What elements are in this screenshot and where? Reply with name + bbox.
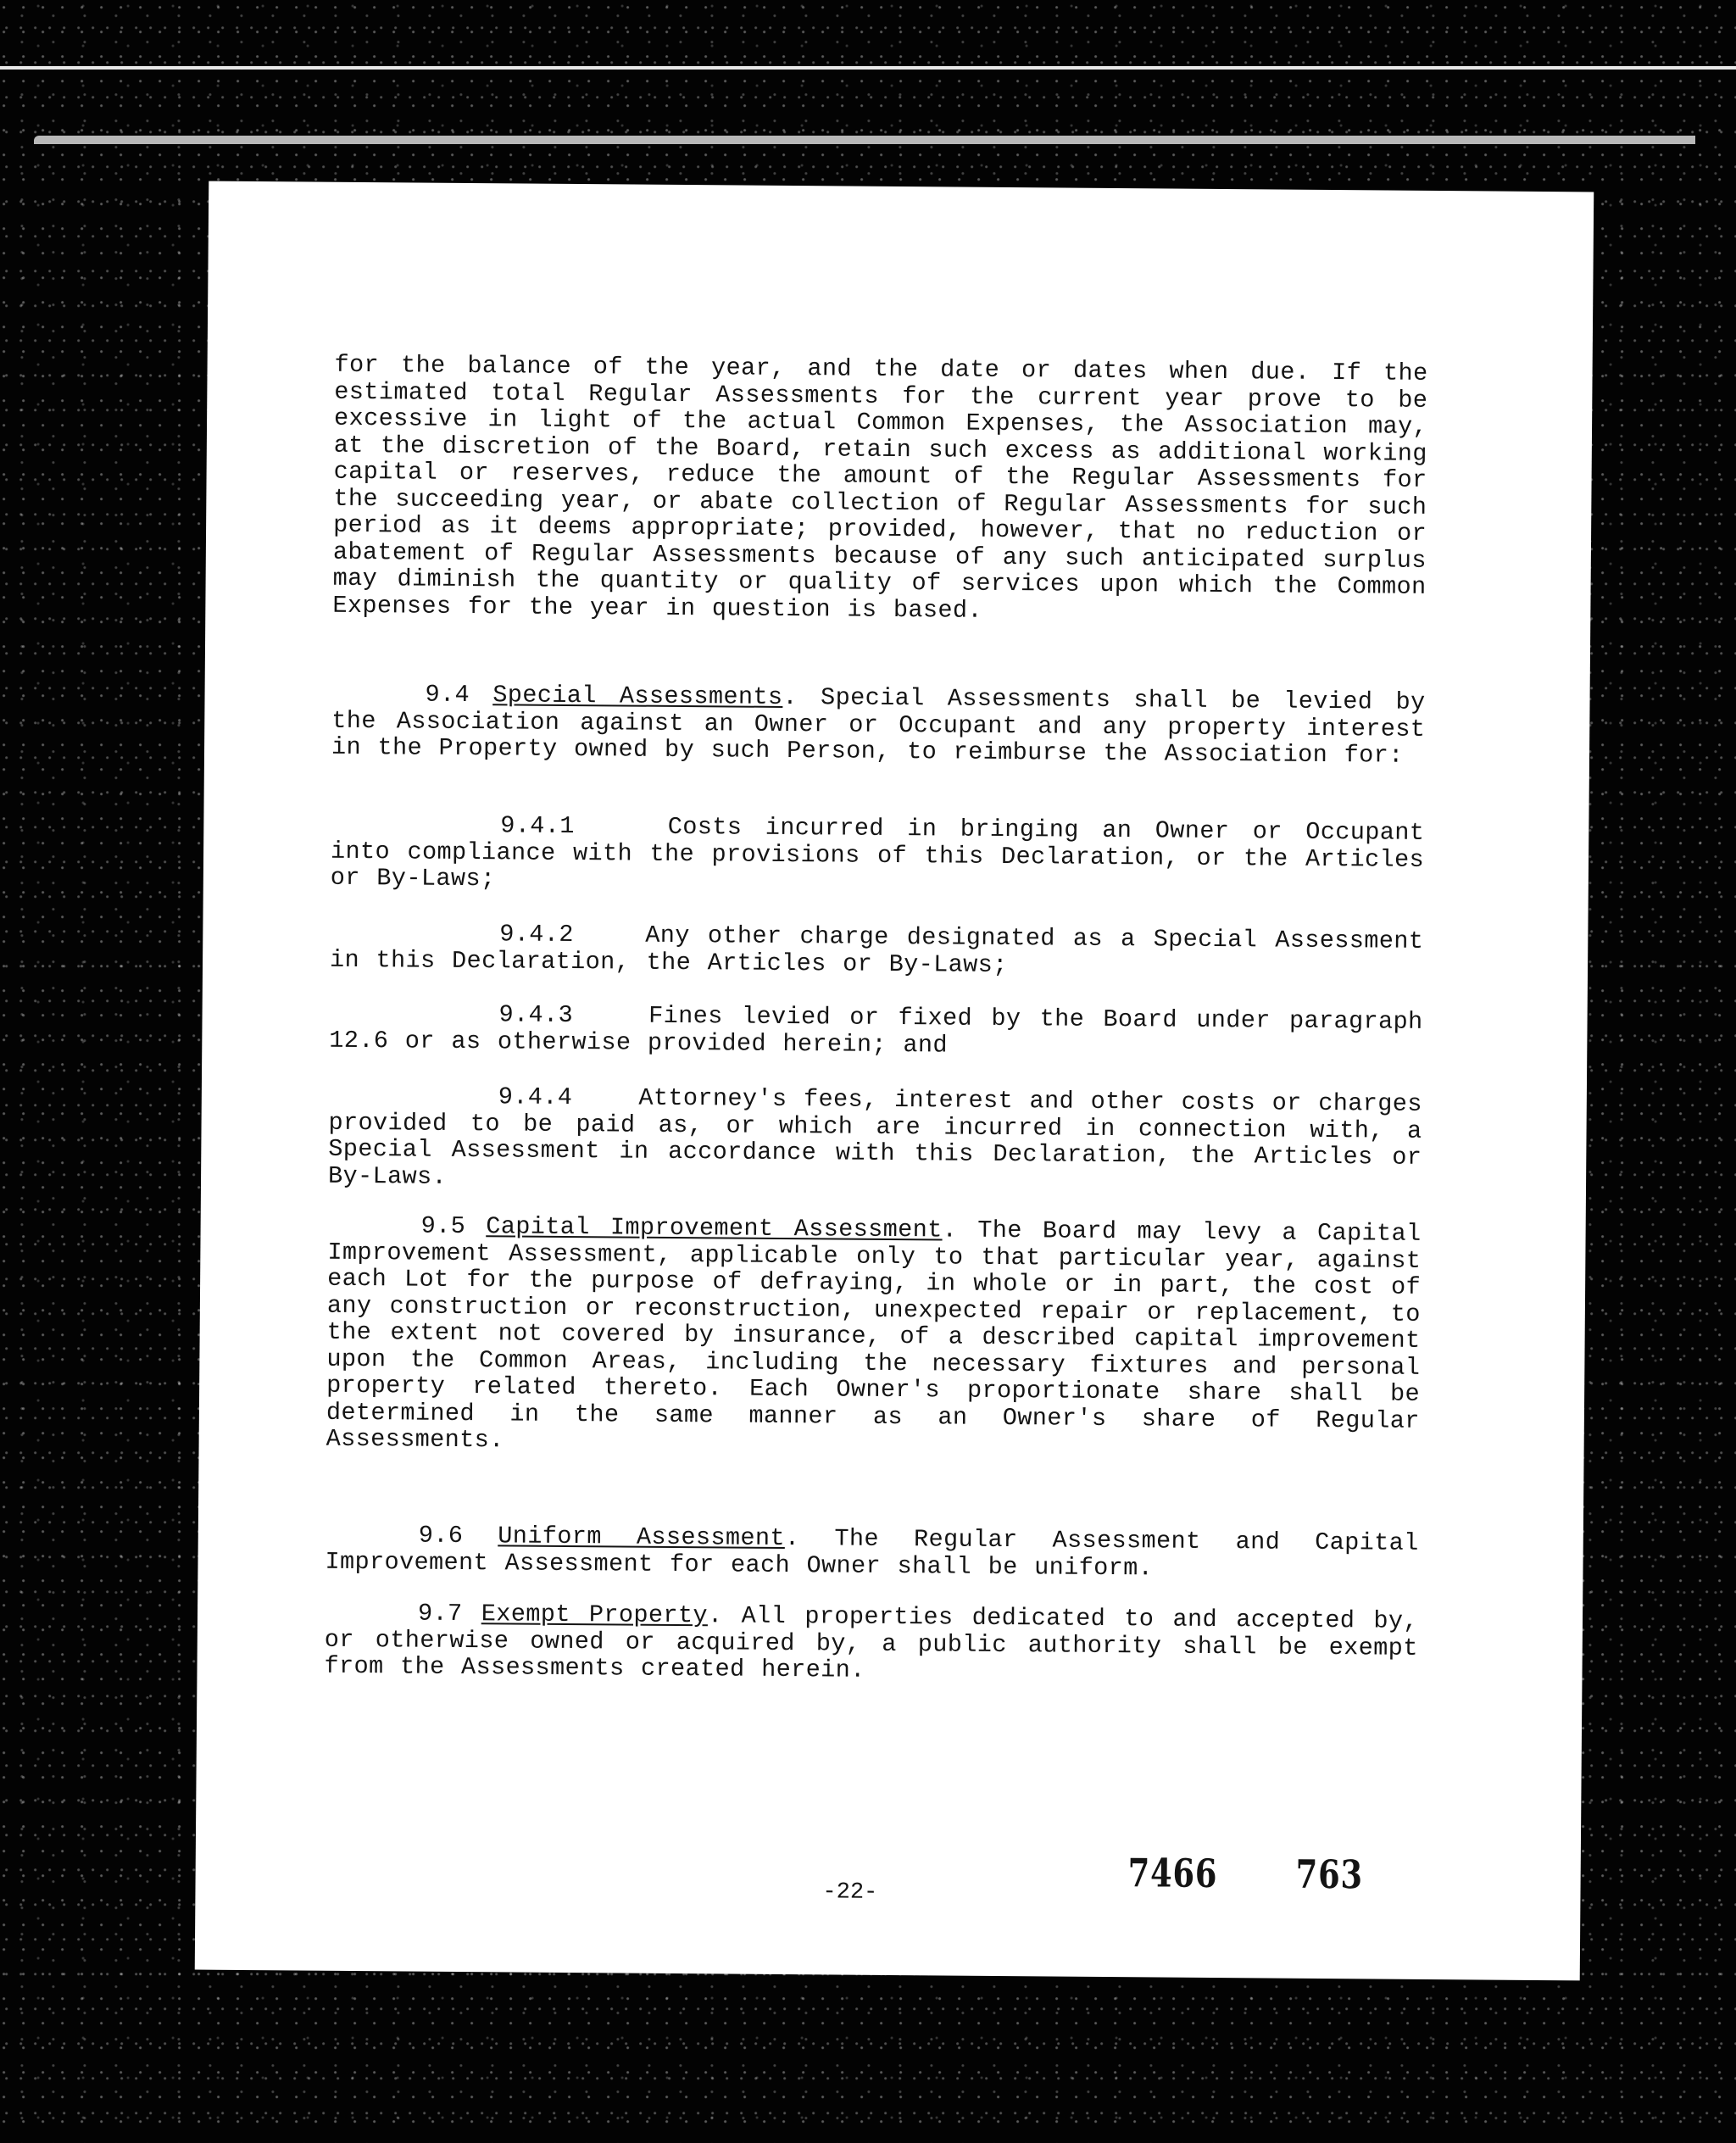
section-number: 9.4.1 (500, 811, 575, 841)
paragraph-text: for the balance of the year, and the date or dates when due. If the estimated total Regular Assessments for the current year prove to be excessive in light of the actual Common Expenses, the Association may, at the discretion of the Board, retain such excess as additional working capital or reserves, reduce the amount of the Regular Assessments for the succeeding year, or abate collection of Regular Assessments for such period as it deems appropriate; provided, however, that no reduction or abatement of Regular Assessments because of any such anticipated surplus may diminish the quantity or quality of services upon which the Common Expenses for the year in question is based. (332, 350, 1428, 625)
section-9-5 (326, 1212, 1422, 1461)
section-heading: Special Assessments (492, 681, 783, 711)
section-9-4 (331, 681, 1426, 770)
section-text: Any other charge designated as a Special Assessment in this Declaration, the Articles or By-Laws; (329, 921, 1424, 979)
book-number-stamp: 7466 (1127, 1850, 1218, 1897)
section-number: 9.4.2 (499, 920, 574, 949)
section-heading: Uniform Assessment (498, 1522, 786, 1553)
section-text: . The Regular Assessment and Capital Improvement Assessment for each Owner shall be uniform. (325, 1524, 1419, 1582)
page-number: -22- (822, 1879, 878, 1906)
section-number: 9.7 (417, 1599, 463, 1628)
section-number: 9.4.3 (498, 1000, 574, 1030)
section-9-4-1 (331, 811, 1425, 900)
scan-edge-line (0, 66, 1736, 70)
scan-edge-line (34, 136, 1695, 144)
section-number: 9.6 (418, 1521, 464, 1550)
paragraph-continuation (332, 352, 1427, 627)
page-number-stamp: 763 (1295, 1851, 1364, 1898)
section-number: 9.5 (420, 1211, 466, 1241)
section-text: . Special Assessments shall be levied by the Association against an Owner or Occupant and any property interest in the Property owned by such Person, to reimburse the Association for: (331, 682, 1426, 770)
section-text: . The Board may levy a Capital Improvement Assessment, applicable only to that particular year, against each Lot for the purpose of defraying, in whole or in part, the cost of any construction or reconstruction, unexpected repair or replacement, to the extent not covered by insurance, of a described capital improvement upon the Common Areas, including the necessary fixtures and personal property related thereto. Each Owner's proportionate share shall be determined in the same manner as an Owner's share of Regular Assessments. (326, 1216, 1422, 1455)
section-text: . All properties dedicated to and accepted by, or otherwise owned or acquired by, a public authority shall be exempt from the Assessments created herein. (324, 1601, 1419, 1684)
section-9-4-4 (328, 1083, 1422, 1198)
document-page (195, 181, 1594, 1981)
section-text: Fines levied or fixed by the Board under paragraph 12.6 or as otherwise provided herein; and (329, 1001, 1423, 1059)
section-number: 9.4.4 (498, 1083, 573, 1112)
section-heading: Capital Improvement Assessment (486, 1212, 943, 1244)
section-9-7 (324, 1600, 1418, 1689)
section-9-6 (325, 1522, 1418, 1584)
section-heading: Exempt Property (481, 1600, 709, 1630)
section-number: 9.4 (425, 680, 470, 710)
section-9-4-3 (329, 1000, 1422, 1062)
section-text: Attorney's fees, interest and other costs or charges provided to be paid as, or which are incurred in connection with, a Special Assessment in accordance with this Declaration, the Articles or By-Laws. (327, 1083, 1422, 1191)
section-text: Costs incurred in bringing an Owner or Occupant into compliance with the provisions of this Declaration, or the Articles or By-Laws; (330, 812, 1425, 893)
section-9-4-2 (330, 920, 1423, 982)
